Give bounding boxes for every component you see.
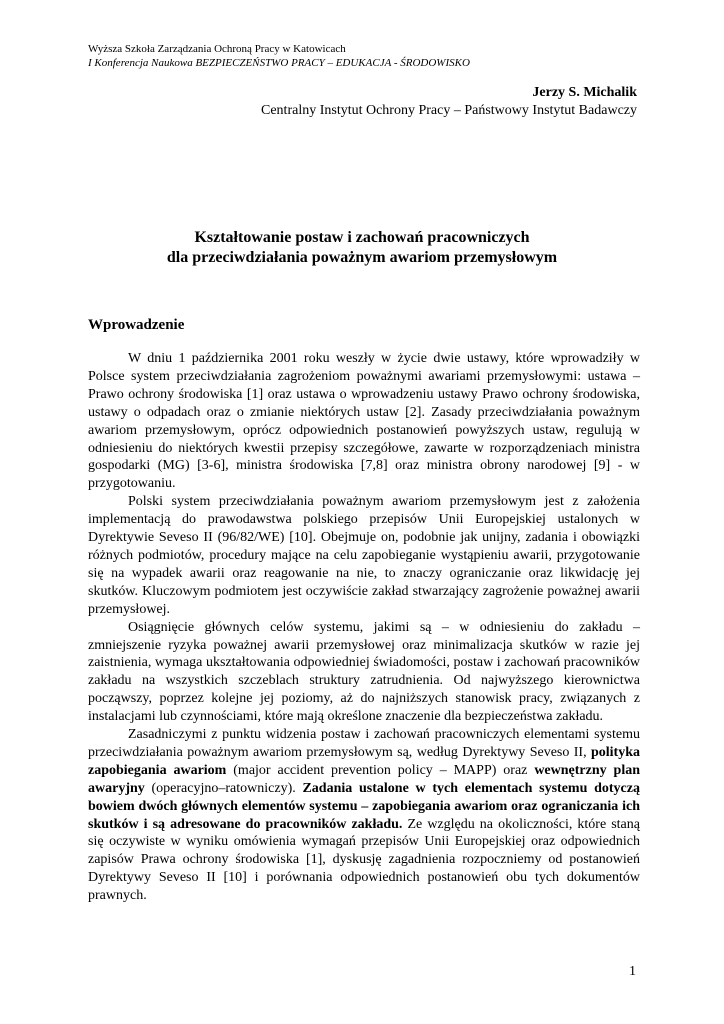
paragraph-4-text-4: Ze względu na okoliczności, które staną się oczywiste w wyniku omówienia wymagań przepisów Unii Europejskiej oraz odpowiednich zapisów Prawa ochrony środowiska [1], dyskusję zagadnienia rozpoczniemy od postanowień Dyrektywy Seveso II [10] i porównania odpowiednich postanowień obu tych dokumentów prawnych.	[88, 816, 640, 904]
body-text	[88, 350, 640, 905]
paragraph-4-bold-tasks: Zadania ustalone w tych elementach systemu dotyczą bowiem dwóch głównych elementów systemu – zapobiegania awariom oraz ograniczania ich skutków i są adresowane do pracowników zakładu.	[88, 780, 640, 832]
paragraph-3: Osiągnięcie głównych celów systemu, jakimi są – w odniesieniu do zakładu – zmniejszenie ryzyka poważnej awarii przemysłowej oraz minimalizacja skutków w razie jej zaistnienia, wymaga ukształtowania odpowiedniej świadomości, postaw i zachowań pracowników zakładu na wszystkich szczeblach struktury zatrudnienia. Od najwyższego kierownictwa począwszy, poprzez kolejne jej poziomy, aż do najniższych stanowisk pracy, związanych z instalacjami lub czynnościami, które mają określone znaczenie dla bezpieczeństwa zakładu.	[88, 619, 640, 725]
paragraph-4-text-1: Zasadniczymi z punktu widzenia postaw i zachowań pracowniczych elementami systemu przeciwdziałania poważnym awariom przemysłowym są, według Dyrektywy Seveso II,	[88, 727, 640, 760]
page-number: 1	[629, 964, 636, 979]
paragraph-1: W dniu 1 października 2001 roku weszły w życie dwie ustawy, które wprowadziły w Polsce system przeciwdziałania zagrożeniom poważnymi awariami przemysłowymi: ustawa – Prawo ochrony środowiska [1] oraz ustawa o wprowadzeniu ustawy Prawo ochrony środowiska, ustawy o odpadach oraz o zmianie niektórych ustaw [2]. Zasady przeciwdziałania poważnym awariom przemysłowym, oprócz odpowiednich postanowień powyższych ustaw, regulują w odniesieniu do niektórych kwestii przepisy szczegółowe, zawarte w rozporządzeniach ministra gospodarki (MG) [3-6], ministra środowiska [7,8] oraz ministra obrony narodowej [9] - w przygotowaniu.	[88, 351, 640, 492]
author-name: Jerzy S. Michalik	[532, 85, 637, 100]
header-conference: I Konferencja Naukowa BEZPIECZEŃSTWO PRACY – EDUKACJA - ŚRODOWISKO	[88, 57, 470, 69]
author-affiliation: Centralny Instytut Ochrony Pracy – Państwowy Instytut Badawczy	[261, 103, 637, 118]
paragraph-2: Polski system przeciwdziałania poważnym awariom przemysłowym jest z założenia implementacją do prawodawstwa polskiego przepisów Unii Europejskiej ustalonych w Dyrektywie Seveso II (96/82/WE) [10]. Obejmuje on, podobnie jak unijny, zadania i obowiązki różnych podmiotów, procedury mające na celu zapobieganie wystąpieniu awarii, przygotowanie się na wypadek awarii oraz reagowanie na nie, to znaczy ograniczanie oraz likwidację jej skutków. Kluczowym podmiotem jest oczywiście zakład stwarzający zagrożenie poważnej awarii przemysłowej.	[88, 494, 640, 617]
paragraph-4	[88, 726, 640, 905]
paragraph-4-bold-plan: wewnętrzny plan awaryjny	[88, 762, 640, 796]
section-heading: Wprowadzenie	[88, 317, 185, 333]
paragraph-4-text-2: (major accident prevention policy – MAPP) oraz	[226, 762, 535, 778]
paragraph-4-bold-mapp: polityka zapobiegania awariom	[88, 744, 640, 778]
paper-title-line2: dla przeciwdziałania poważnym awariom przemysłowym	[166, 249, 558, 266]
paper-title-line1: Kształtowanie postaw i zachowań pracowniczych	[194, 229, 530, 246]
header-school: Wyższa Szkoła Zarządzania Ochroną Pracy w Katowicach	[88, 43, 346, 55]
paragraph-4-text-3: (operacyjno–ratowniczy).	[144, 780, 303, 796]
